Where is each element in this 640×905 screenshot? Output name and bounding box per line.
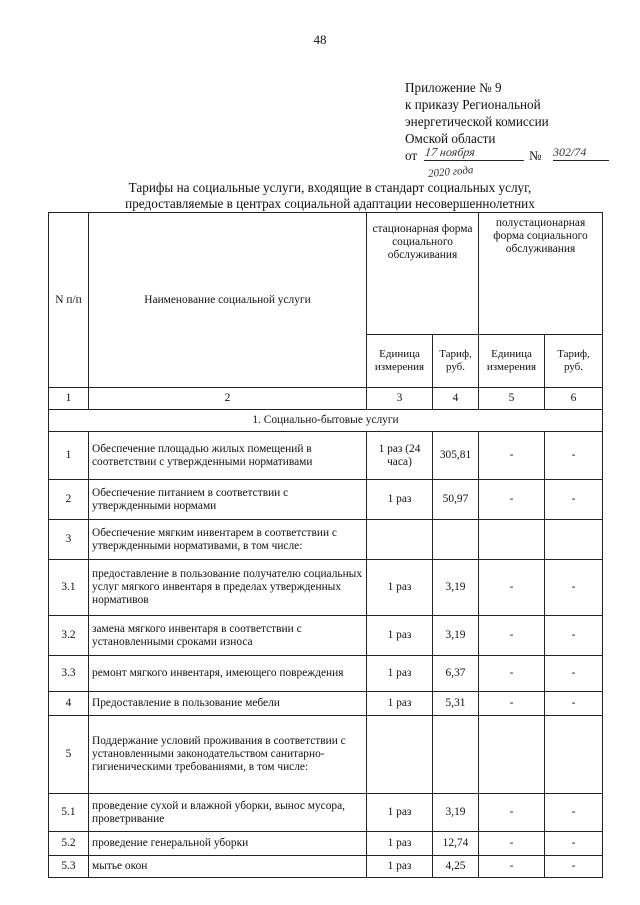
header-tariff-1: Тариф, руб. <box>433 335 479 388</box>
service-name: Обеспечение питанием в соответствии с утвержденными нормами <box>89 480 367 520</box>
semistationary-tariff <box>545 520 603 560</box>
from-label: от <box>405 148 418 163</box>
stationary-unit: 1 раз <box>367 616 433 656</box>
row-number: 3.3 <box>49 656 89 692</box>
table-row <box>49 832 603 856</box>
semistationary-tariff: - <box>545 432 603 480</box>
table-row <box>49 656 603 692</box>
semistationary-tariff: - <box>545 832 603 856</box>
appendix-block <box>405 79 630 165</box>
stationary-unit: 1 раз <box>367 560 433 616</box>
service-name: Обеспечение площадью жилых помещений в соответствии с утвержденными нормативами <box>89 432 367 480</box>
row-number: 1 <box>49 432 89 480</box>
semistationary-unit: - <box>479 656 545 692</box>
appendix-line: Приложение № 9 <box>405 80 502 95</box>
stationary-unit <box>367 716 433 794</box>
stationary-tariff <box>433 520 479 560</box>
row-number: 2 <box>49 480 89 520</box>
header-unit-2: Единица измерения <box>479 335 545 388</box>
table-row <box>49 616 603 656</box>
semistationary-unit <box>479 520 545 560</box>
stationary-unit: 1 раз <box>367 656 433 692</box>
semistationary-unit: - <box>479 692 545 716</box>
column-index: 5 <box>479 388 545 410</box>
table-row <box>49 692 603 716</box>
header-service-name: Наименование социальной услуги <box>89 213 367 388</box>
table-row <box>49 520 603 560</box>
header-unit-1: Единица измерения <box>367 335 433 388</box>
handwritten-date: 17 ноября <box>424 144 526 161</box>
stationary-unit: 1 раз <box>367 832 433 856</box>
table-row <box>49 480 603 520</box>
service-name: мытье окон <box>89 856 367 878</box>
order-date-number-line <box>405 147 630 165</box>
stationary-unit: 1 раз <box>367 480 433 520</box>
handwritten-date-year: 2020 года <box>427 164 474 180</box>
stationary-unit: 1 раз <box>367 856 433 878</box>
title-line: предоставляемые в центрах социальной адаптации несовершеннолетних <box>125 196 535 211</box>
service-name: ремонт мягкого инвентаря, имеющего повреждения <box>89 656 367 692</box>
stationary-tariff: 50,97 <box>433 480 479 520</box>
stationary-tariff: 6,37 <box>433 656 479 692</box>
column-index: 6 <box>545 388 603 410</box>
stationary-tariff: 3,19 <box>433 616 479 656</box>
title-line: Тарифы на социальные услуги, входящие в стандарт социальных услуг, <box>128 180 532 195</box>
appendix-line: энергетической комиссии <box>405 114 549 129</box>
table-row <box>49 560 603 616</box>
column-index-row <box>49 388 603 410</box>
semistationary-unit: - <box>479 832 545 856</box>
stationary-unit: 1 раз (24 часа) <box>367 432 433 480</box>
service-name: Обеспечение мягким инвентарем в соответствии с утвержденными нормативами, в том числе: <box>89 520 367 560</box>
stationary-tariff: 5,31 <box>433 692 479 716</box>
header-row <box>49 213 603 335</box>
column-index: 1 <box>49 388 89 410</box>
header-stationary-form: стационарная форма социального обслуживания <box>367 213 479 335</box>
service-name: проведение сухой и влажной уборки, вынос мусора, проветривание <box>89 794 367 832</box>
handwritten-order-number: 302/74 <box>553 144 609 161</box>
section-row <box>49 410 603 432</box>
header-num: N п/п <box>49 213 89 388</box>
document-title <box>100 180 560 212</box>
column-index: 2 <box>89 388 367 410</box>
semistationary-tariff: - <box>545 692 603 716</box>
stationary-unit: 1 раз <box>367 692 433 716</box>
semistationary-tariff <box>545 716 603 794</box>
semistationary-unit: - <box>479 856 545 878</box>
stationary-tariff: 12,74 <box>433 832 479 856</box>
service-name: проведение генеральной уборки <box>89 832 367 856</box>
row-number: 5.3 <box>49 856 89 878</box>
semistationary-unit: - <box>479 480 545 520</box>
row-number: 5.1 <box>49 794 89 832</box>
stationary-tariff: 3,19 <box>433 794 479 832</box>
stationary-unit <box>367 520 433 560</box>
semistationary-unit: - <box>479 794 545 832</box>
row-number: 5.2 <box>49 832 89 856</box>
semistationary-unit <box>479 716 545 794</box>
stationary-tariff <box>433 716 479 794</box>
section-title: 1. Социально-бытовые услуги <box>49 410 603 432</box>
stationary-tariff: 305,81 <box>433 432 479 480</box>
semistationary-tariff: - <box>545 560 603 616</box>
semistationary-unit: - <box>479 560 545 616</box>
table-row <box>49 432 603 480</box>
stationary-tariff: 4,25 <box>433 856 479 878</box>
table-row <box>49 716 603 794</box>
appendix-line: к приказу Региональной <box>405 97 541 112</box>
row-number: 4 <box>49 692 89 716</box>
service-name: Поддержание условий проживания в соответствии с установленными законодательством санитарно-гигиеническими требованиями, в том числе: <box>89 716 367 794</box>
service-name: предоставление в пользование получателю социальных услуг мягкого инвентаря в пределах утвержденных нормативов <box>89 560 367 616</box>
service-name: Предоставление в пользование мебели <box>89 692 367 716</box>
semistationary-unit: - <box>479 616 545 656</box>
semistationary-tariff: - <box>545 656 603 692</box>
header-semistationary-form: полустационарная форма социального обслуживания <box>479 213 603 335</box>
page-number: 48 <box>313 32 327 47</box>
stationary-tariff: 3,19 <box>433 560 479 616</box>
service-name: замена мягкого инвентаря в соответствии с установленными сроками износа <box>89 616 367 656</box>
row-number: 5 <box>49 716 89 794</box>
header-tariff-2: Тариф, руб. <box>545 335 603 388</box>
semistationary-tariff: - <box>545 616 603 656</box>
semistationary-unit: - <box>479 432 545 480</box>
semistationary-tariff: - <box>545 480 603 520</box>
semistationary-tariff: - <box>545 856 603 878</box>
appendix-line: Омской области <box>405 131 496 146</box>
table-row <box>49 794 603 832</box>
row-number: 3.1 <box>49 560 89 616</box>
column-index: 3 <box>367 388 433 410</box>
tariffs-table <box>48 212 603 878</box>
semistationary-tariff: - <box>545 794 603 832</box>
column-index: 4 <box>433 388 479 410</box>
number-label: № <box>529 148 542 163</box>
stationary-unit: 1 раз <box>367 794 433 832</box>
row-number: 3 <box>49 520 89 560</box>
table-row <box>49 856 603 878</box>
row-number: 3.2 <box>49 616 89 656</box>
